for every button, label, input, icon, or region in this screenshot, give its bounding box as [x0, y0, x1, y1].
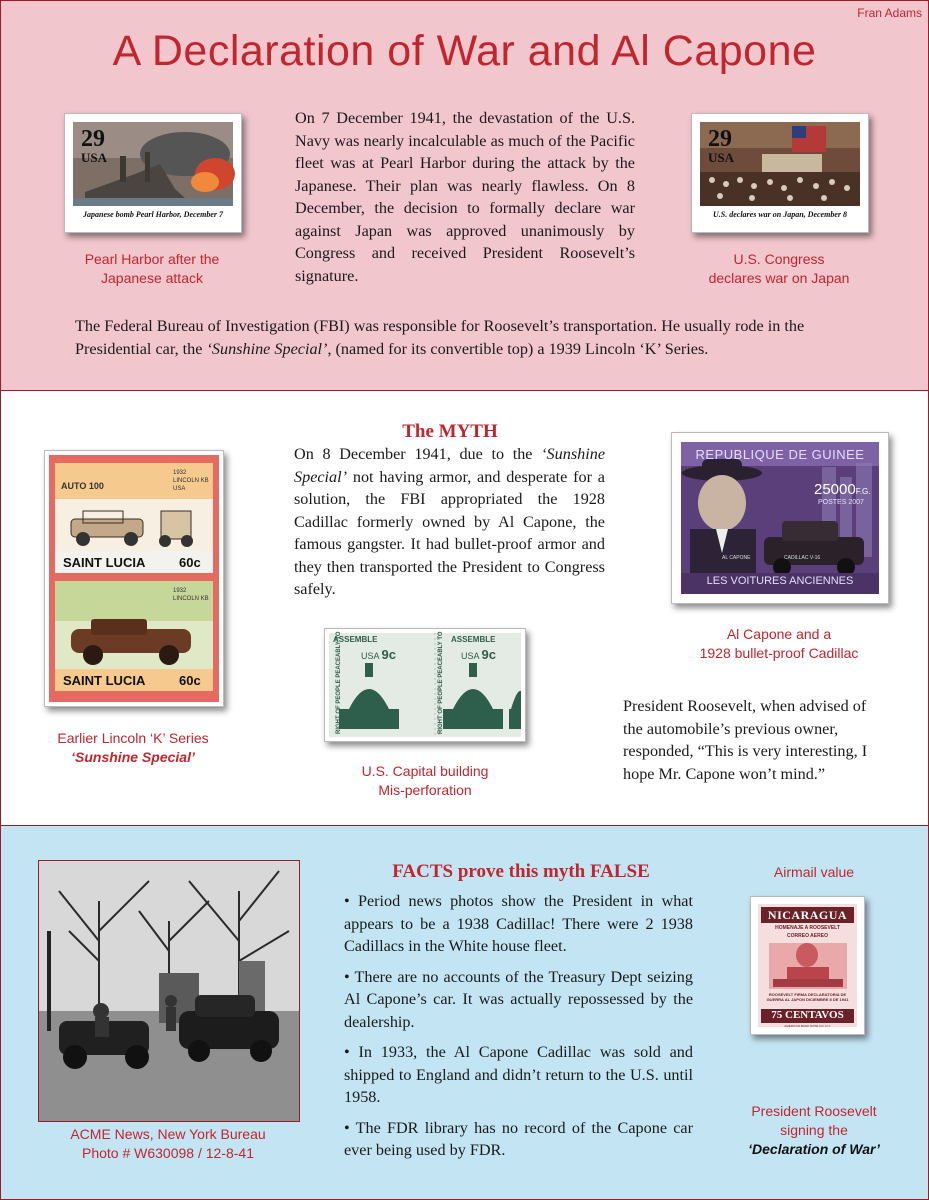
stamp-printer: AMERICAN BANK NOTE CO. N.Y. — [784, 1024, 831, 1028]
fbi-paragraph — [75, 315, 865, 360]
nicaragua-caption — [731, 1102, 897, 1159]
intro-paragraph: On 7 December 1941, the devastation of the U.S. Navy was nearly incalculable as much of the Pacific fleet was at Pearl Harbor during the attack by the Japanese. Their plan was nearly flawless. On 8 December, the decision to formally declare war against Japan was approved unanimously by Congress and received President Roosevelt’s signature. — [295, 109, 635, 285]
myth-text: On 8 December 1941, due to the — [294, 445, 542, 463]
stamp-value: 29 — [708, 126, 732, 152]
facts-list — [344, 890, 693, 1170]
caption-emphasis: ‘Sunshine Special’ — [71, 749, 195, 765]
caption-line: ACME News, New York Bureau — [70, 1126, 266, 1142]
value-unit: F.G. — [855, 487, 871, 496]
caption-emphasis: ‘Declaration of War’ — [748, 1141, 880, 1157]
car-tag: CADILLAC V-16 — [784, 555, 821, 561]
caption-line: Mis-perforation — [378, 782, 472, 798]
stamp-country: USA — [81, 150, 108, 165]
name-tag: AL CAPONE — [722, 555, 751, 561]
stamp-side-text: RIGHT OF PEOPLE PEACEABLY TO — [438, 631, 444, 734]
page-title: A Declaration of War and Al Capone — [112, 27, 817, 75]
news-photo-art — [39, 861, 299, 1121]
stamp-legend: U.S. declares war on Japan, December 8 — [713, 210, 847, 219]
model: LINCOLN KB — [173, 478, 209, 484]
congress-caption — [667, 250, 891, 288]
stamp-country: NICARAGUA — [767, 908, 848, 922]
myth-text: not having armor, and desperate for a solution, the FBI appropriated the 1928 Cadillac formerly owned by Al Capone, the famous gangster. It had bullet-proof armor and they then transported the President to Congress safely. — [294, 467, 605, 598]
caption-line: signing the — [780, 1122, 848, 1138]
stamp-value: 29 — [81, 126, 105, 152]
stamp-value: 60c — [179, 673, 201, 688]
model: LINCOLN KB — [173, 596, 209, 602]
usa: USA — [173, 486, 186, 492]
fbi-text: , (named for its convertible top) a 1939 Lincoln ‘K’ Series. — [327, 339, 709, 358]
stamp-subtitle: HOMENAJE A ROOSEVELT — [775, 925, 840, 931]
bottom-panel — [0, 825, 929, 1200]
caption-line: Earlier Lincoln ‘K’ Series — [57, 730, 209, 746]
stamp-country: REPUBLIQUE DE GUINEE — [695, 447, 865, 462]
stamp-value: 75 CENTAVOS — [771, 1009, 844, 1021]
stamp-value: 9c — [381, 647, 396, 662]
sunshine-special-term: ‘Sunshine Special’ — [294, 445, 605, 486]
stamp-value-group — [361, 647, 396, 662]
fact-item: • The FDR library has no record of the Capone car ever being used by FDR. — [344, 1118, 693, 1159]
caption-line: U.S. Congress — [733, 251, 825, 267]
caption-line: Photo # W630098 / 12-8-41 — [81, 1145, 254, 1161]
capitol-stamp-art — [325, 629, 525, 741]
stamp-legend: Japanese bomb Pearl Harbor, December 7 — [83, 210, 223, 219]
guinee-caption — [661, 625, 897, 663]
pearl-harbor-stamp — [64, 113, 242, 233]
roosevelt-quote: President Roosevelt, when advised of the automobile’s previous owner, responded, “This is very interesting, I hope Mr. Capone won’t mind.” — [623, 697, 868, 783]
congress-stamp — [691, 113, 869, 233]
fbi-text: The Federal Bureau of Investigation (FBI) was responsible for Roosevelt’s transportation. He usually rode in the Presidential car, the — [75, 317, 805, 358]
news-photo — [38, 860, 300, 1122]
author-credit: Fran Adams — [857, 6, 922, 20]
top-panel — [0, 0, 929, 391]
model-tag — [173, 469, 209, 493]
caption-line: 1928 bullet-proof Cadillac — [699, 645, 859, 661]
myth-heading: The MYTH — [402, 421, 498, 442]
pearl-harbor-caption — [41, 250, 263, 288]
stamp-country: USA — [708, 150, 735, 165]
caption-line: Al Capone and a — [726, 626, 832, 642]
stamp-value — [814, 481, 870, 498]
lincoln-caption — [21, 729, 245, 767]
stamp-country: SAINT LUCIA — [63, 673, 146, 688]
stamp-country: SAINT LUCIA — [63, 555, 146, 570]
airmail-label: Airmail value — [773, 864, 855, 880]
year: 1932 — [173, 470, 187, 476]
sunshine-special-term: ‘Sunshine Special’ — [206, 339, 328, 358]
fact-item: • Period news photos show the President in what appears to be a 1938 Cadillac! There were 2 1938 Cadillacs in the White house fleet. — [344, 892, 693, 955]
value-number: 25000 — [814, 481, 856, 498]
nicaragua-stamp — [750, 896, 865, 1035]
myth-paragraph — [294, 443, 605, 601]
stamp-top-text: ASSEMBLE — [333, 635, 378, 644]
middle-panel — [0, 390, 929, 826]
brand-tag: AUTO 100 — [61, 481, 104, 491]
lincoln-stamp — [44, 450, 224, 707]
stamp-value-group — [461, 647, 496, 662]
stamp-year: POSTES 2007 — [818, 499, 864, 506]
stamp-country: USA — [361, 651, 380, 661]
stamp-value: 60c — [179, 555, 201, 570]
capitol-caption — [313, 762, 537, 800]
stamp-subtitle: CORREO AEREO — [787, 933, 828, 939]
caption-line: President Roosevelt — [751, 1103, 877, 1119]
stamp-top-text: ASSEMBLE — [451, 635, 496, 644]
capitol-stamp — [324, 628, 526, 742]
year: 1932 — [173, 588, 187, 594]
caption-line: Japanese attack — [101, 270, 203, 286]
stamp-side-text: RIGHT OF PEOPLE PEACEABLY TO — [336, 631, 342, 734]
facts-heading: FACTS prove this myth FALSE — [392, 861, 650, 882]
fact-item: • There are no accounts of the Treasury Dept seizing Al Capone’s car. It was actually repossessed by the dealership. — [344, 967, 693, 1031]
caption-line: Pearl Harbor after the — [84, 251, 220, 267]
series-label: LES VOITURES ANCIENNES — [706, 575, 854, 587]
guinee-stamp — [671, 432, 889, 604]
stamp-value: 9c — [481, 647, 496, 662]
fact-item: • In 1933, the Al Capone Cadillac was sold and shipped to England and didn’t return to the U.S. until 1958. — [344, 1043, 693, 1106]
stamp-description: ROOSEVELT FIRMA DECLARATORIA DE GUERRA AL JAPON DICIEMBRE 8 DE 1941 — [766, 992, 849, 1002]
caption-line: declares war on Japan — [708, 270, 850, 286]
news-photo-caption — [31, 1125, 305, 1163]
stamp-country: USA — [461, 651, 480, 661]
caption-line: U.S. Capital building — [361, 763, 489, 779]
model-tag — [173, 587, 209, 603]
